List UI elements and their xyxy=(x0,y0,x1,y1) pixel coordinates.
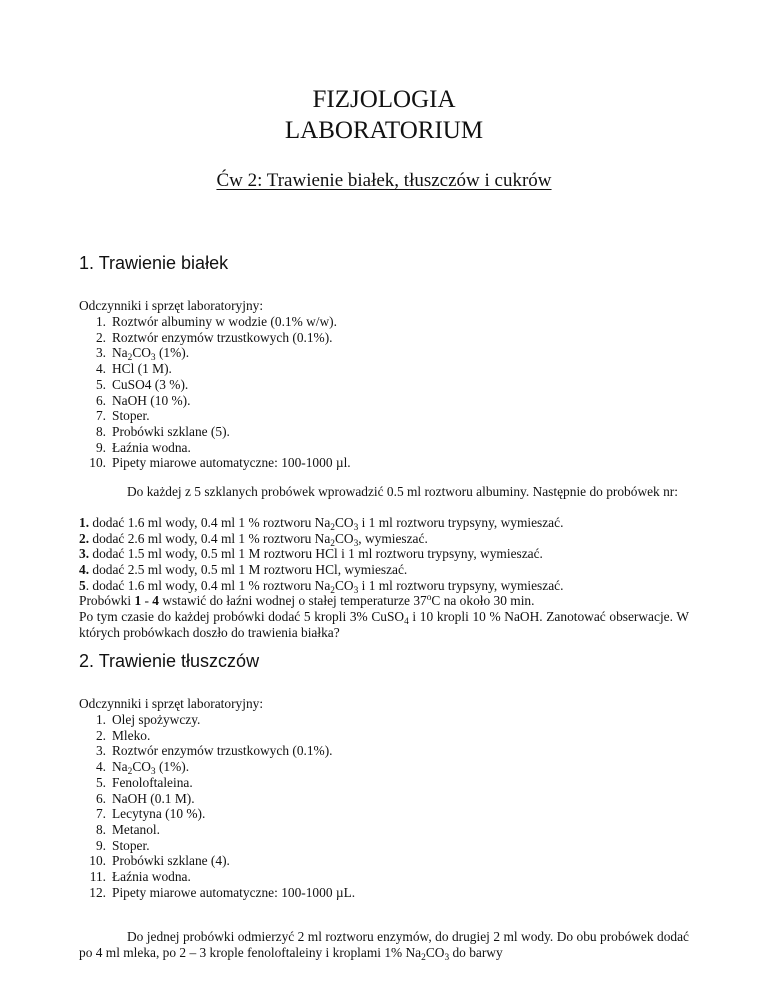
subscript: 3 xyxy=(353,538,359,549)
list-item xyxy=(79,330,351,346)
list-item xyxy=(79,822,355,838)
text: CO xyxy=(425,944,445,960)
text: do barwy xyxy=(449,944,503,960)
list-item-text xyxy=(112,393,190,409)
final-instruction xyxy=(79,609,689,640)
text: Łaźnia wodna. xyxy=(112,439,191,455)
list-item xyxy=(79,743,355,759)
bold-num: 1 xyxy=(134,593,142,608)
subscript: 2 xyxy=(330,538,335,549)
list-item-text xyxy=(112,822,160,838)
reagents-intro: Odczynniki i sprzęt laboratoryjny: xyxy=(79,298,264,313)
subscript: 3 xyxy=(150,767,156,778)
list-item xyxy=(79,869,355,885)
list-item xyxy=(79,806,355,822)
list-item xyxy=(79,393,351,409)
subscript: 2 xyxy=(330,585,335,596)
text: CO xyxy=(334,530,354,546)
text: , wymieszać. xyxy=(358,530,428,546)
subscript: 2 xyxy=(127,767,133,778)
text: Roztwór enzymów trzustkowych (0.1%). xyxy=(112,743,333,759)
list-item-number: 7. xyxy=(95,408,106,424)
list-item-text xyxy=(112,759,190,778)
list-item xyxy=(79,345,351,364)
text: (1%). xyxy=(155,759,190,775)
fats-procedure-paragraph xyxy=(79,929,689,963)
text: CO xyxy=(132,345,151,361)
text: Do jednej probówki odmierzyć 2 ml roztworu enzymów, do drugiej 2 ml wody. Do obu probówek dodać po 4 ml mleka, po 2 – 3 krople fenoloftaleiny i kroplami 1% Na xyxy=(79,929,689,960)
list-item-number: 7. xyxy=(95,806,106,822)
list-item-text xyxy=(112,314,337,330)
list-item-text xyxy=(112,330,333,346)
text: CO xyxy=(132,759,151,775)
list-item-text xyxy=(112,345,190,364)
list-item xyxy=(79,791,355,807)
text: Stoper. xyxy=(112,837,150,853)
procedure-step xyxy=(79,515,689,531)
text: Probówki szklane (4). xyxy=(112,853,230,869)
list-item-text xyxy=(112,791,195,807)
text: wstawić do łaźni wodnej o stałej temperaturze 37 xyxy=(159,593,427,608)
document-title-line2: LABORATORIUM xyxy=(284,117,484,144)
text: dodać 2.6 ml wody, 0.4 ml 1 % roztworu Na xyxy=(89,530,331,546)
list-item-text xyxy=(112,853,230,869)
text: - xyxy=(141,593,153,608)
list-item xyxy=(79,775,355,791)
text: (1%). xyxy=(155,345,190,361)
text: Na xyxy=(112,345,128,361)
list-item-number: 10. xyxy=(89,455,106,471)
list-item-number: 1. xyxy=(95,712,106,727)
procedure-steps xyxy=(79,515,689,594)
list-item-number: 12. xyxy=(89,884,106,900)
text: Łaźnia wodna. xyxy=(112,869,191,885)
subscript: 2 xyxy=(127,353,133,364)
document-title-line1: FIZJOLOGIA xyxy=(312,86,456,113)
list-item-number: 10. xyxy=(89,853,106,869)
step-number: 2. xyxy=(79,530,90,546)
reagents-intro-2: Odczynniki i sprzęt laboratoryjny: xyxy=(79,696,264,711)
procedure-step xyxy=(79,546,689,562)
list-item-number: 5. xyxy=(95,376,106,392)
subscript: 2 xyxy=(421,952,426,963)
text: Lecytyna (10 %). xyxy=(112,806,206,822)
list-item xyxy=(79,440,351,456)
incubation-line xyxy=(79,593,689,609)
text: Roztwór enzymów trzustkowych (0.1%). xyxy=(112,329,333,345)
text: NaOH (10 %). xyxy=(112,392,191,408)
procedure-paragraph xyxy=(79,484,689,500)
list-item-text xyxy=(112,743,333,759)
subscript: 3 xyxy=(353,585,359,596)
step-number: 4. xyxy=(79,562,90,578)
text: Stoper. xyxy=(112,408,150,424)
reagents-list-protein xyxy=(79,314,351,471)
list-item xyxy=(79,885,355,901)
text: HCl (1 M). xyxy=(112,361,172,377)
subscript: 3 xyxy=(353,523,359,533)
text: Probówki xyxy=(79,593,135,608)
list-item-text xyxy=(112,377,188,393)
list-item-text xyxy=(112,408,150,424)
text: Olej spożywczy. xyxy=(112,712,201,727)
list-item-number: 8. xyxy=(95,821,106,837)
list-item-text xyxy=(112,361,172,377)
step-number: 3. xyxy=(79,546,90,562)
list-item-number: 1. xyxy=(95,314,106,329)
step-number: 5 xyxy=(79,577,86,593)
text: Fenoloftaleina. xyxy=(112,774,193,790)
exercise-subtitle-text: Ćw 2: Trawienie białek, tłuszczów i cukrów xyxy=(216,170,552,191)
subscript: 3 xyxy=(150,353,156,364)
list-item-text xyxy=(112,806,205,822)
text: Metanol. xyxy=(112,821,160,837)
list-item xyxy=(79,838,355,854)
list-item-number: 4. xyxy=(95,361,106,377)
list-item-number: 3. xyxy=(95,743,106,759)
list-item xyxy=(79,712,355,728)
list-item xyxy=(79,424,351,440)
text: Na xyxy=(112,759,128,775)
text: CuSO4 (3 %). xyxy=(112,376,189,392)
list-item-number: 9. xyxy=(95,439,106,455)
reagents-list-fats xyxy=(79,712,355,900)
procedure-step xyxy=(79,531,689,547)
section-heading-fats: 2. Trawienie tłuszczów xyxy=(79,651,260,671)
list-item xyxy=(79,314,351,330)
text: Probówki szklane (5). xyxy=(112,423,230,439)
list-item-number: 4. xyxy=(95,759,106,775)
list-item-number: 11. xyxy=(89,869,106,885)
text: NaOH (0.1 M). xyxy=(112,790,195,806)
list-item-text xyxy=(112,838,150,854)
list-item xyxy=(79,455,351,471)
list-item-text xyxy=(112,869,191,885)
procedure-step xyxy=(79,578,689,594)
list-item-text xyxy=(112,424,230,440)
procedure-step xyxy=(79,562,689,578)
text: i 1 ml roztworu trypsyny, wymieszać. xyxy=(358,515,564,530)
list-item-text xyxy=(112,455,351,471)
text: dodać 2.5 ml wody, 0.5 ml 1 M roztworu HCl, wymieszać. xyxy=(89,562,408,578)
list-item-text xyxy=(112,440,191,456)
text: Mleko. xyxy=(112,727,151,743)
list-item-number: 2. xyxy=(95,727,106,743)
step-number: 1. xyxy=(79,515,90,530)
text: Pipety miarowe automatyczne: 100-1000 µL. xyxy=(112,884,356,900)
degree-sup: o xyxy=(426,593,432,603)
list-item xyxy=(79,728,355,744)
text: Pipety miarowe automatyczne: 100-1000 µl. xyxy=(112,455,351,471)
text: . dodać 1.6 ml wody, 0.4 ml 1 % roztworu Na xyxy=(85,577,331,593)
list-item-number: 3. xyxy=(95,345,106,361)
text: Po tym czasie do każdej probówki dodać 5 kropli 3% CuSO xyxy=(79,609,405,624)
bold-num: 4 xyxy=(152,593,159,608)
text: dodać 1.5 ml wody, 0.5 ml 1 M roztworu HCl i 1 ml roztworu trypsyny, wymieszać. xyxy=(89,546,543,562)
list-item-text xyxy=(112,712,200,728)
list-item-number: 6. xyxy=(95,790,106,806)
text: CO xyxy=(334,577,354,593)
text: Roztwór albuminy w wodzie (0.1% w/w). xyxy=(112,314,337,329)
list-item-text xyxy=(112,728,150,744)
list-item-number: 8. xyxy=(95,423,106,439)
list-item xyxy=(79,408,351,424)
text: C na około 30 min. xyxy=(431,593,535,608)
text: CO xyxy=(334,515,354,530)
list-item-number: 6. xyxy=(95,392,106,408)
list-item-text xyxy=(112,775,193,791)
list-item-number: 5. xyxy=(95,774,106,790)
text: i 1 ml roztworu trypsyny, wymieszać. xyxy=(358,577,564,593)
list-item-number: 9. xyxy=(95,837,106,853)
list-item xyxy=(79,759,355,778)
list-item xyxy=(79,361,351,377)
subscript: 4 xyxy=(404,617,409,627)
subscript: 3 xyxy=(444,952,450,963)
subscript: 2 xyxy=(330,523,335,533)
section-heading-protein: 1. Trawienie białek xyxy=(79,253,229,273)
list-item xyxy=(79,377,351,393)
list-item xyxy=(79,853,355,869)
text: dodać 1.6 ml wody, 0.4 ml 1 % roztworu Na xyxy=(89,515,331,530)
list-item-text xyxy=(112,885,355,901)
exercise-subtitle xyxy=(0,170,768,192)
procedure-text: Do każdej z 5 szklanych probówek wprowadzić 0.5 ml roztworu albuminy. Następnie do probówek nr: xyxy=(127,484,678,499)
list-item-number: 2. xyxy=(95,329,106,345)
text: i 10 kropli 10 % NaOH. Zanotować obserwacje. W których probówkach doszło do trawienia białka? xyxy=(79,609,690,640)
